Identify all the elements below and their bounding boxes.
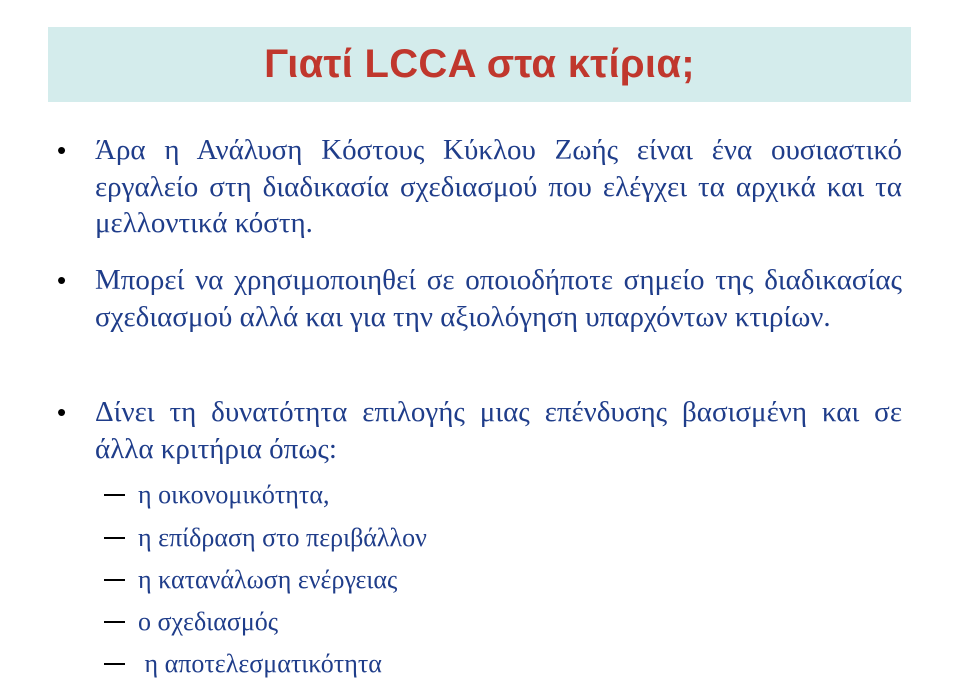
bullet-marker: • xyxy=(57,265,67,295)
sub-item-text: η επίδραση στο περιβάλλον xyxy=(138,523,427,552)
sub-item-5 xyxy=(104,649,382,679)
sub-item-text: η οικονομικότητα, xyxy=(138,480,330,509)
bullet-marker: • xyxy=(57,397,67,427)
dash-marker xyxy=(104,537,125,539)
bullet-item-1 xyxy=(57,132,902,242)
dash-marker xyxy=(104,494,125,496)
bullet-item-2 xyxy=(57,262,902,335)
dash-marker xyxy=(104,579,125,581)
bullet-marker: • xyxy=(57,135,67,165)
sub-item-1 xyxy=(104,480,329,510)
sub-item-3 xyxy=(104,565,397,595)
bullet-text: Άρα η Ανάλυση Κόστους Κύκλου Ζωής είναι ένα ουσιαστικό εργαλείο στη διαδικασία σχεδιασμού που ελέγχει τα αρχικά και τα μελλοντικά κόστη. xyxy=(95,134,902,239)
sub-item-text: η κατανάλωση ενέργειας xyxy=(138,565,398,594)
sub-item-text: η αποτελεσματικότητα xyxy=(138,649,382,678)
sub-item-4 xyxy=(104,607,278,637)
bullet-text: Δίνει τη δυνατότητα επιλογής μιας επένδυσης βασισμένη και σε άλλα κριτήρια όπως: xyxy=(95,396,902,465)
bullet-item-3 xyxy=(57,394,902,467)
sub-item-2 xyxy=(104,523,427,553)
dash-marker xyxy=(104,621,125,623)
slide-title: Γιατί LCCA στα κτίρια; xyxy=(264,42,695,86)
bullet-text: Μπορεί να χρησιμοποιηθεί σε οποιοδήποτε σημείο της διαδικασίας σχεδιασμού αλλά και για την αξιολόγηση υπαρχόντων κτιρίων. xyxy=(95,264,902,333)
title-bar xyxy=(48,27,911,102)
sub-item-text: ο σχεδιασμός xyxy=(138,607,279,636)
dash-marker xyxy=(104,663,125,665)
